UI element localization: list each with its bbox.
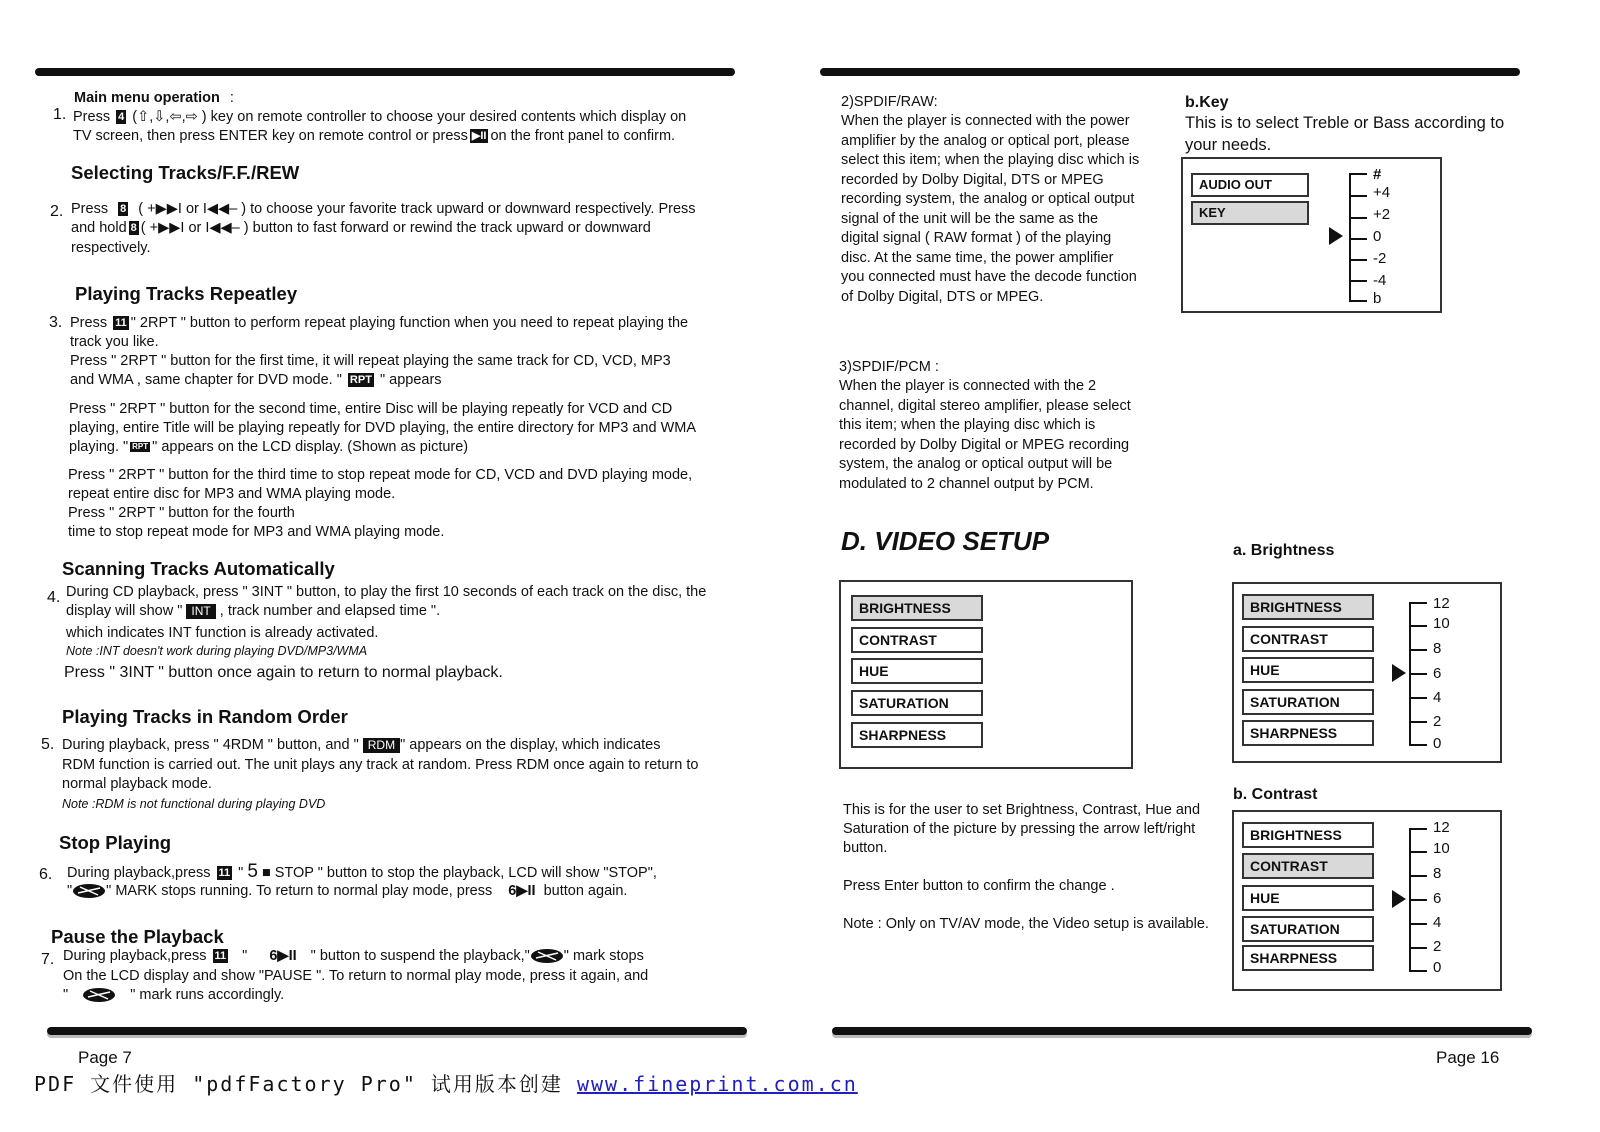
text: Press (73, 109, 111, 125)
text: " 2RPT " button to perform repeat playing function when you need to repeat playing the (130, 315, 689, 331)
scale-label: 2 (1433, 713, 1442, 730)
scale-label: -2 (1373, 250, 1387, 267)
scale-tick (1409, 673, 1427, 675)
scale-label: 10 (1433, 840, 1450, 857)
video-setup-heading: D. VIDEO SETUP (841, 526, 1050, 556)
text: and hold (71, 220, 127, 236)
item5-line3: normal playback mode. (62, 776, 212, 792)
desc-line: button. (843, 840, 888, 856)
scale-label: 12 (1433, 595, 1450, 612)
enter-instruction: Press Enter button to confirm the change . (843, 878, 1115, 894)
item3-line3: Press " 2RPT " button for the first time, it will repeat playing the same track for CD, VCD, MP3 (70, 353, 671, 369)
body-line: When the player is connected with the power (841, 113, 1130, 129)
page-number-left: Page 7 (78, 1048, 132, 1067)
text: " appears on the display, which indicates (400, 737, 661, 753)
main-menu-colon: : (229, 90, 234, 106)
text: " (67, 883, 73, 899)
item-number: 1. (53, 106, 67, 123)
item1-line2 (73, 127, 675, 147)
body-line: When the player is connected with the 2 (839, 378, 1097, 394)
play-key-label: 6▶II (508, 883, 536, 899)
item5-note: Note :RDM is not functional during playing DVD (62, 797, 326, 811)
text: , track number and elapsed time ". (219, 603, 441, 619)
scale-tick (1349, 173, 1367, 175)
text: " mark stops (563, 948, 644, 964)
text: display will show " (66, 603, 183, 619)
text: (⇧,⇩,⇦,⇨ ) key on remote controller to choose your desired contents which display on (132, 109, 687, 125)
disc-mark-icon (530, 948, 564, 964)
menu-item-sharpness[interactable]: SHARPNESS (851, 722, 983, 748)
item3-line11: time to stop repeat mode for MP3 and WMA playing mode. (68, 524, 445, 540)
body-line: disc. At the same time, the power amplifier (841, 249, 1114, 266)
scale-label: 2 (1433, 938, 1442, 955)
scale-tick (1349, 238, 1367, 240)
scale-label: 8 (1433, 640, 1442, 657)
scale-label: 0 (1373, 228, 1382, 245)
rpt-lcd-indicator: RPT (132, 442, 149, 452)
spdif-pcm-title: 3)SPDIF/PCM : (839, 359, 939, 375)
desc-line: Saturation of the picture by pressing the arrow left/right (843, 821, 1196, 837)
item3-line8: Press " 2RPT " button for the third time to stop repeat mode for CD, VCD and DVD playing mode, (68, 467, 693, 483)
text: " (242, 948, 248, 964)
scale-label: 12 (1433, 819, 1450, 836)
text: During playback,press (67, 865, 211, 881)
bkey-title: b.Key (1185, 94, 1229, 111)
menu-item-hue[interactable]: HUE (1242, 885, 1374, 911)
brightness-title: a. Brightness (1233, 542, 1335, 559)
video-menu-box (839, 580, 1133, 769)
bottom-rule-left (47, 1027, 747, 1035)
item4-line1: During CD playback, press " 3INT " button, to play the first 10 seconds of each track on the disc, the (66, 584, 707, 600)
scale-tick (1409, 875, 1427, 877)
scale-label: +4 (1373, 184, 1391, 201)
body-line: of Dolby Digital, DTS or MPEG. (841, 288, 1044, 305)
remote-key-icon: 8 (130, 222, 137, 235)
text: ■ STOP " button to stop the playback, LCD will show "STOP", (261, 865, 657, 881)
item4-note: Note :INT doesn't work during playing DVD/MP3/WMA (66, 644, 368, 658)
scale-tick (1349, 259, 1367, 261)
scale-tick (1409, 744, 1427, 746)
footer-link[interactable]: www.fineprint.com.cn (576, 1072, 858, 1096)
item3-line1 (70, 314, 688, 334)
disc-mark-icon (82, 987, 116, 1003)
menu-item-brightness[interactable]: BRIGHTNESS (851, 595, 983, 621)
brightness-menu-box (1232, 582, 1502, 763)
text: " (238, 865, 244, 881)
text: " appears on the LCD display. (Shown as picture) (152, 439, 469, 455)
body-line: modulated to 2 channel output by PCM. (839, 475, 1094, 492)
section-heading-pause: Pause the Playback (51, 926, 224, 947)
scale-label: 4 (1433, 689, 1442, 706)
selector-arrow-icon (1329, 227, 1343, 245)
body-line: digital signal ( RAW format ) of the playing (841, 230, 1112, 246)
item3-line4 (70, 371, 442, 391)
selector-arrow-icon (1392, 664, 1406, 682)
item7-line2: On the LCD display and show "PAUSE ". To return to normal play mode, press it again, and (63, 968, 649, 984)
scale-tick (1409, 602, 1427, 604)
key-scale (1349, 165, 1429, 305)
scale-label: 0 (1433, 735, 1442, 752)
scale-tick (1349, 280, 1367, 282)
body-line: amplifier by the analog or optical port, please (841, 132, 1130, 149)
scale-tick (1409, 851, 1427, 853)
scale-label: -4 (1373, 272, 1387, 289)
scale-tick (1409, 697, 1427, 699)
item5-line2: RDM function is carried out. The unit plays any track at random. Press RDM once again to return to (62, 757, 699, 773)
section-heading-select: Selecting Tracks/F.F./REW (71, 162, 300, 183)
scale-label: 8 (1433, 865, 1442, 882)
remote-key-icon: 11 (115, 317, 127, 330)
int-indicator: INT (186, 604, 215, 619)
bkey-line: This is to select Treble or Bass according to (1185, 114, 1505, 132)
pdf-factory-footer (34, 1068, 858, 1097)
body-line: signal of the unit will be the same as the (841, 210, 1099, 227)
text: " mark runs accordingly. (130, 987, 285, 1003)
spdif-raw-title: 2)SPDIF/RAW: (841, 94, 938, 110)
play-key-label: 6▶II (269, 948, 297, 964)
text: ( +▶▶I or I◀◀– ) to choose your favorite track upward or downward respectively. Press (138, 201, 696, 217)
remote-key-icon: 8 (120, 203, 127, 216)
body-line: this item; when the playing disc which is (839, 417, 1096, 433)
scale-tick (1409, 625, 1427, 627)
menu-item-brightness[interactable]: BRIGHTNESS (1242, 594, 1374, 620)
menu-item-hue[interactable]: HUE (1242, 657, 1374, 683)
scale-tick (1409, 828, 1427, 830)
item2-line3: respectively. (71, 240, 151, 256)
menu-item-saturation[interactable]: SATURATION (1242, 689, 1374, 715)
level-scale (1409, 819, 1489, 976)
item4-line4: Press " 3INT " button once again to return to normal playback. (64, 664, 503, 681)
menu-item-brightness[interactable]: BRIGHTNESS (1242, 822, 1374, 848)
item-number: 7. (41, 951, 55, 968)
menu-item-contrast[interactable]: CONTRAST (851, 627, 983, 653)
item3-line10: Press " 2RPT " button for the fourth (68, 505, 295, 521)
rdm-indicator: RDM (363, 738, 400, 753)
top-rule-left (35, 68, 735, 76)
item-number: 6. (39, 866, 53, 883)
menu-item-sharpness[interactable]: SHARPNESS (1242, 945, 1374, 971)
item6-line2 (67, 882, 627, 902)
scale-tick (1349, 217, 1367, 219)
menu-item-sharpness[interactable]: SHARPNESS (1242, 720, 1374, 746)
video-note: Note : Only on TV/AV mode, the Video setup is available. (843, 916, 1209, 932)
text: " appears (379, 372, 442, 388)
item2-line1 (71, 200, 696, 220)
scale-tick (1409, 947, 1427, 949)
body-line: channel, digital stereo amplifier, please select (839, 397, 1131, 414)
contrast-menu-box (1232, 810, 1502, 991)
menu-item-key[interactable]: KEY (1191, 201, 1309, 225)
item1-line1 (73, 108, 686, 128)
scale-tick (1349, 195, 1367, 197)
text: button again. (543, 883, 628, 899)
play-pause-key-icon: ▶II (471, 130, 487, 143)
text: and WMA , same chapter for DVD mode. " (70, 372, 342, 388)
bkey-line: your needs. (1185, 136, 1272, 154)
text: Press (71, 201, 109, 217)
menu-item-contrast[interactable]: CONTRAST (1242, 853, 1374, 879)
text: " button to suspend the playback," (310, 948, 530, 964)
text: " MARK stops running. To return to normal play mode, press (106, 883, 493, 899)
text: ( +▶▶I or I◀◀– ) button to fast forward or rewind the track upward or downward (140, 220, 651, 236)
item-number: 2. (50, 203, 64, 220)
text: TV screen, then press ENTER key on remote control or press (73, 128, 468, 144)
text: on the front panel to confirm. (490, 128, 676, 144)
item3-line9: repeat entire disc for MP3 and WMA playing mode. (68, 486, 396, 502)
scale-label: 0 (1433, 959, 1442, 976)
item5-line1 (62, 736, 661, 756)
body-line: recorded by Dolby Digital or MPEG recording (839, 436, 1130, 453)
contrast-title: b. Contrast (1233, 786, 1318, 803)
page-number-right: Page 16 (1436, 1048, 1500, 1067)
audio-menu-box (1181, 157, 1442, 313)
selector-arrow-icon (1392, 890, 1406, 908)
body-line: system, the analog or optical output will be (839, 456, 1113, 472)
main-menu-title: Main menu operation (74, 90, 220, 106)
scale-label: 4 (1433, 914, 1442, 931)
body-line: recording system, the analog or optical output (841, 191, 1135, 207)
scale-label: +2 (1373, 206, 1391, 223)
section-heading-random: Playing Tracks in Random Order (62, 706, 348, 727)
scale-label: # (1373, 166, 1382, 183)
item-number: 5. (41, 736, 55, 753)
remote-key-icon: 4 (118, 111, 125, 124)
scale-label: 10 (1433, 615, 1450, 632)
item4-line2 (66, 602, 440, 622)
main-menu-heading (74, 89, 234, 109)
item3-line2: track you like. (70, 334, 159, 350)
scale-tick (1409, 721, 1427, 723)
section-heading-scan: Scanning Tracks Automatically (62, 558, 335, 579)
item3-line7 (69, 438, 468, 458)
scale-tick (1409, 899, 1427, 901)
text: Press (70, 315, 108, 331)
scale-tick (1349, 300, 1367, 302)
level-scale (1409, 594, 1489, 752)
item-number: 4. (47, 589, 61, 606)
scale-label: 6 (1433, 665, 1442, 682)
scale-tick (1409, 923, 1427, 925)
item7-line3 (63, 986, 284, 1006)
body-line: select this item; when the playing disc which is (841, 152, 1140, 168)
scale-tick (1409, 649, 1427, 651)
desc-line: This is for the user to set Brightness, Contrast, Hue and (843, 802, 1201, 818)
menu-item-saturation[interactable]: SATURATION (1242, 916, 1374, 942)
body-line: recorded by Dolby Digital, DTS or MPEG (841, 171, 1104, 188)
menu-item-saturation[interactable]: SATURATION (851, 690, 983, 716)
scale-tick (1409, 970, 1427, 972)
remote-key-icon: 11 (218, 867, 231, 880)
menu-item-hue[interactable]: HUE (851, 658, 983, 684)
footer-text: PDF 文件使用 "pdfFactory Pro" 试用版本创建 (34, 1072, 563, 1096)
scale-label: 6 (1433, 890, 1442, 907)
bottom-rule-right (832, 1027, 1532, 1035)
item3-line6: playing, entire Title will be playing repeatly for DVD playing, the entire directory for MP3 and WMA (69, 420, 697, 436)
item-number: 3. (49, 314, 63, 331)
body-line: you connected must have the decode function (841, 269, 1137, 285)
scale-label: b (1373, 290, 1382, 307)
text: During playback, press " 4RDM " button, and " (62, 737, 359, 753)
text: During playback,press (63, 948, 207, 964)
item7-line1 (63, 947, 644, 967)
text: " (63, 987, 69, 1003)
disc-mark-icon (72, 883, 106, 899)
item2-line2 (71, 219, 651, 239)
menu-item-audio-out[interactable]: AUDIO OUT (1191, 173, 1309, 197)
item3-line5: Press " 2RPT " button for the second time, entire Disc will be playing repeatly for VCD and CD (69, 401, 673, 417)
section-heading-stop: Stop Playing (59, 832, 172, 853)
text: playing. " (69, 439, 129, 455)
remote-key-icon: 11 (214, 950, 227, 963)
stop-key-number: 5 (247, 861, 258, 882)
top-rule-right (820, 68, 1520, 76)
section-heading-repeat: Playing Tracks Repeatley (75, 283, 298, 304)
rpt-indicator: RPT (349, 374, 372, 387)
item6-line1 (67, 862, 657, 884)
menu-item-contrast[interactable]: CONTRAST (1242, 626, 1374, 652)
item4-line3: which indicates INT function is already activated. (66, 625, 379, 641)
